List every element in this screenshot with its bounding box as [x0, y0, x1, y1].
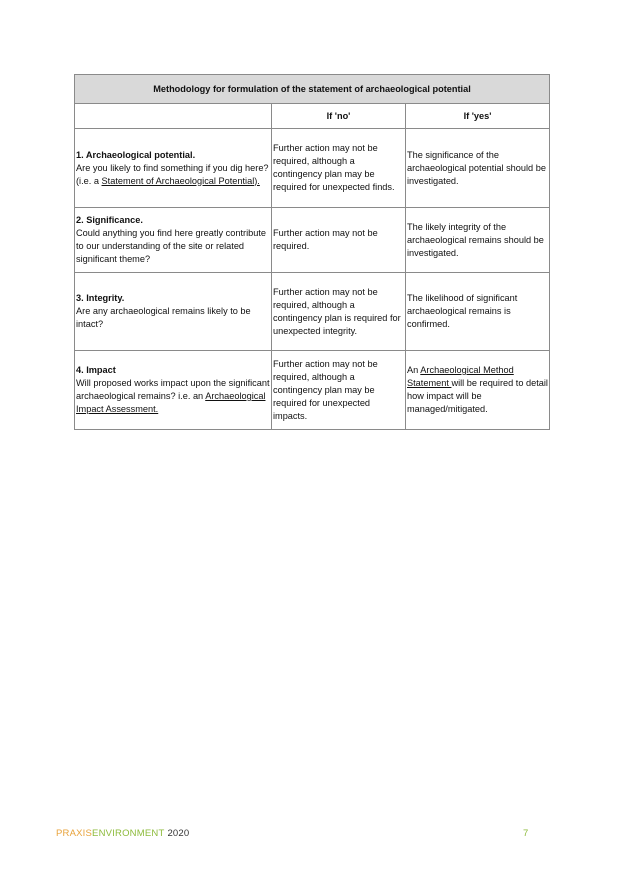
- criteria-cell: [75, 129, 272, 208]
- column-header-if-yes: If 'yes': [406, 104, 550, 129]
- if-yes-text: An: [407, 365, 421, 375]
- if-no-cell: Further action may not be required, although a contingency plan may be required for unexpected finds.: [272, 129, 406, 208]
- footer-year: 2020: [167, 828, 190, 839]
- statement-link: Statement of Archaeological Potential).: [101, 175, 260, 186]
- if-yes-cell: The likely integrity of the archaeological remains should be investigated.: [406, 208, 550, 273]
- if-yes-cell: The significance of the archaeological potential should be investigated.: [406, 129, 550, 208]
- if-no-cell: Further action may not be required.: [272, 208, 406, 273]
- footer-brand: [56, 828, 189, 839]
- page-number: 7: [523, 828, 529, 839]
- table-row: [75, 208, 550, 273]
- if-yes-cell: [406, 351, 550, 430]
- brand-environment: ENVIRONMENT: [92, 828, 165, 839]
- table-row: [75, 129, 550, 208]
- if-yes-cell: The likelihood of significant archaeological remains is confirmed.: [406, 273, 550, 351]
- criteria-question: Will proposed works impact upon the significant archaeological remains? i.e. an: [76, 378, 270, 401]
- column-header-if-no: If 'no': [272, 104, 406, 129]
- if-no-cell: Further action may not be required, although a contingency plan is required for unexpected integrity.: [272, 273, 406, 351]
- brand-praxis: PRAXIS: [56, 828, 93, 839]
- criteria-heading: 3. Integrity.: [76, 293, 125, 303]
- criteria-question: Are you likely to find something if you dig here? (i.e. a: [76, 162, 269, 186]
- criteria-heading: 4. Impact: [76, 365, 116, 375]
- criteria-cell: [75, 273, 272, 351]
- method-statement-link: Archaeological Method Statement: [407, 365, 514, 388]
- criteria-question: Are any archaeological remains likely to be intact?: [76, 306, 251, 329]
- impact-assessment-link: Archaeological Impact Assessment.: [76, 391, 266, 414]
- criteria-heading: 2. Significance.: [76, 215, 143, 225]
- table-row: [75, 273, 550, 351]
- criteria-heading: 1. Archaeological potential.: [76, 149, 196, 160]
- methodology-table: [74, 74, 550, 430]
- criteria-cell: [75, 351, 272, 430]
- column-header-criteria: [75, 104, 272, 129]
- criteria-cell: [75, 208, 272, 273]
- if-no-cell: Further action may not be required, although a contingency plan may be required for unexpected impacts.: [272, 351, 406, 430]
- table-row: [75, 351, 550, 430]
- if-yes-text-continued: will be required to detail how impact will be managed/mitigated.: [407, 378, 548, 414]
- criteria-question: Could anything you find here greatly contribute to our understanding of the site or related significant theme?: [76, 228, 266, 264]
- table-title: Methodology for formulation of the statement of archaeological potential: [75, 75, 550, 104]
